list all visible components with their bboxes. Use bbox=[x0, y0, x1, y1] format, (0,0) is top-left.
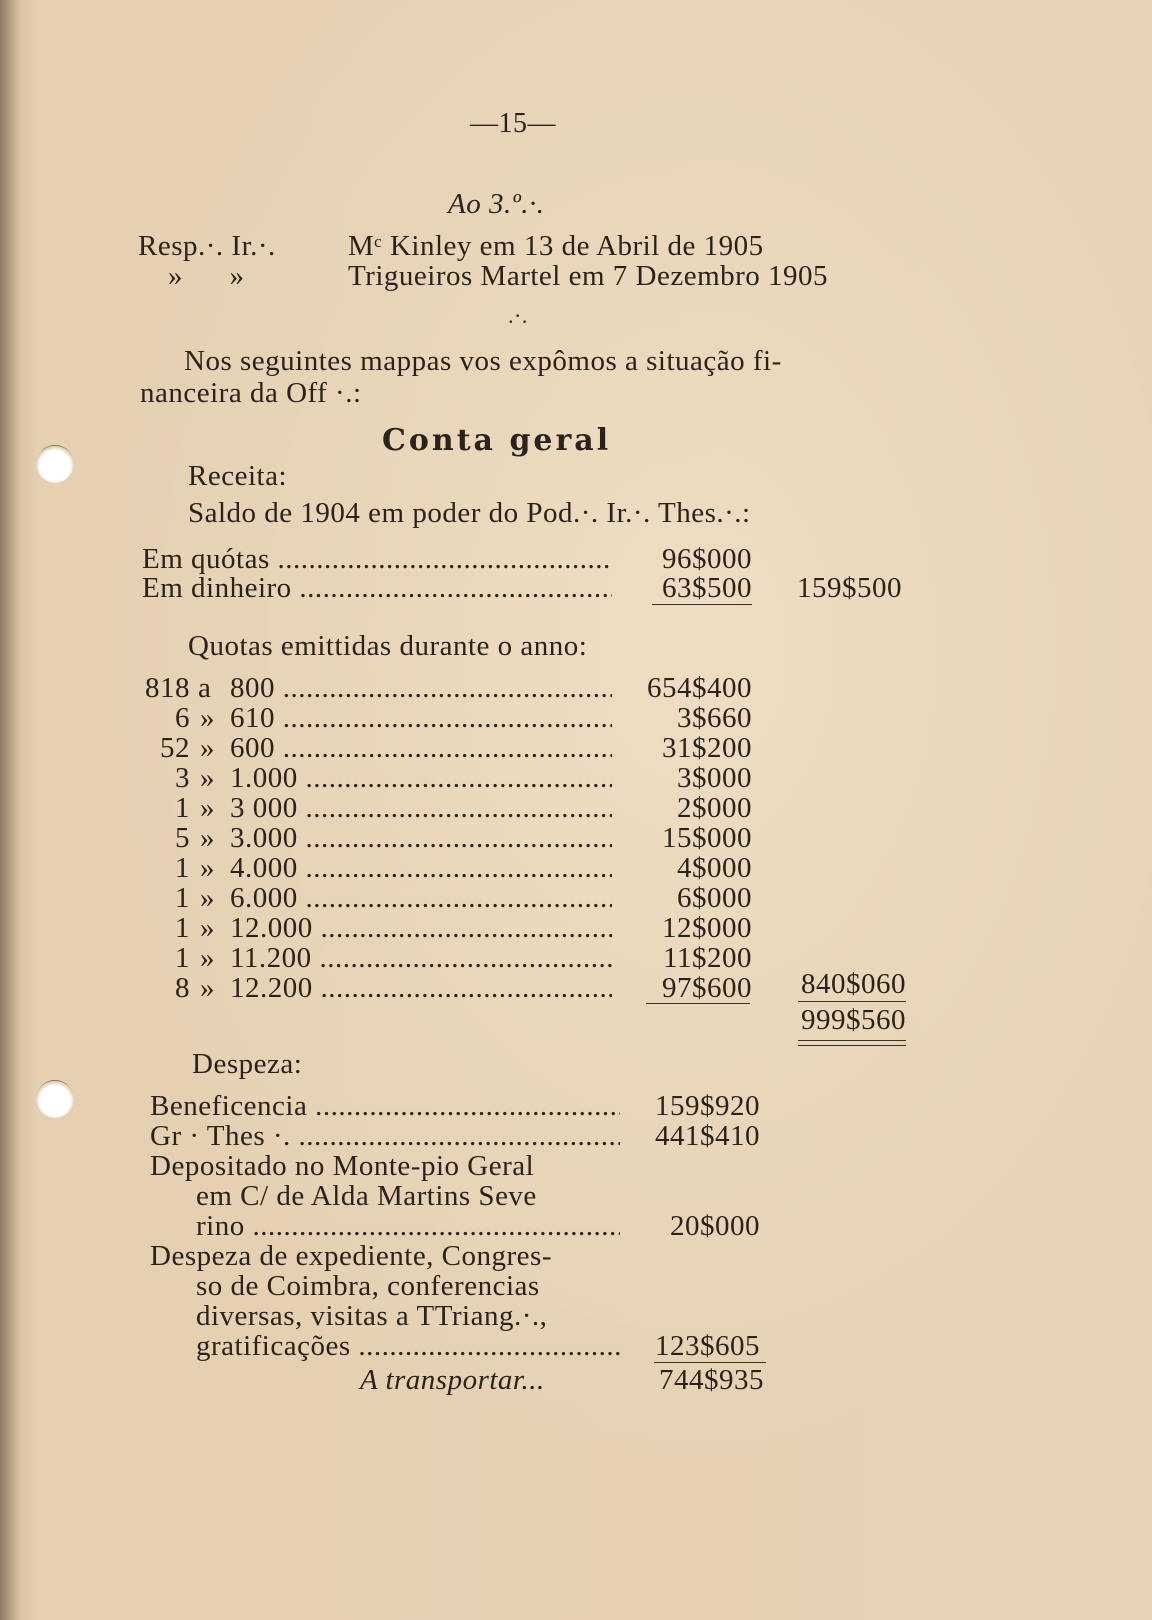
saldo-item-label: Em quótas ..... bbox=[142, 543, 612, 575]
quota-count: 1 bbox=[175, 882, 190, 914]
quota-sep: » bbox=[200, 912, 215, 944]
quota-unit: 3 000 ..... bbox=[230, 792, 612, 824]
quota-count: 8 bbox=[175, 972, 190, 1004]
quota-unit: 11.200 ..... bbox=[230, 942, 612, 974]
quota-unit: 1.000 ..... bbox=[230, 762, 612, 794]
total-rule bbox=[798, 1001, 906, 1002]
subtotal-rule bbox=[654, 1362, 766, 1363]
despeza-title: Despeza: bbox=[192, 1048, 303, 1080]
quota-count: 1 bbox=[175, 912, 190, 944]
quota-sep: » bbox=[200, 822, 215, 854]
quota-sep: » bbox=[200, 942, 215, 974]
intro-text: Nos seguintes mappas vos expômos a situação fi- bbox=[184, 345, 782, 377]
saldo-title: Saldo de 1904 em poder do Pod.·. Ir.·. Thes.·.: bbox=[188, 497, 751, 529]
expense-value: 441$410 bbox=[655, 1120, 760, 1152]
quota-value: 12$000 bbox=[662, 912, 752, 944]
quota-count: 52 bbox=[160, 732, 190, 764]
double-rule bbox=[798, 1040, 906, 1041]
quota-count: 1 bbox=[175, 852, 190, 884]
quota-sep: » bbox=[200, 792, 215, 824]
quota-value: 11$200 bbox=[663, 942, 752, 974]
quotas-title: Quotas emittidas durante o anno: bbox=[188, 630, 588, 662]
quota-unit: 800 ..... bbox=[230, 672, 612, 704]
expense-label: Despeza de expediente, Congres- bbox=[150, 1240, 553, 1272]
quota-count: 1 bbox=[175, 792, 190, 824]
quota-count: 3 bbox=[175, 762, 190, 794]
member-prefix: » » bbox=[168, 260, 245, 292]
subtotal-rule bbox=[652, 604, 752, 605]
separator-mark: .·. bbox=[508, 303, 528, 328]
transport-label: A transportar... bbox=[360, 1364, 545, 1396]
quota-count: 6 bbox=[175, 702, 190, 734]
quota-unit: 4.000 ..... bbox=[230, 852, 612, 884]
quota-value: 4$000 bbox=[677, 852, 752, 884]
expense-label: em C/ de Alda Martins Seve bbox=[196, 1180, 537, 1212]
page-number: —15— bbox=[470, 108, 556, 139]
intro-text: nanceira da Off ·.: bbox=[140, 377, 362, 409]
quota-sep: » bbox=[200, 852, 215, 884]
section-heading: Conta geral bbox=[382, 423, 612, 458]
expense-value: 159$920 bbox=[655, 1090, 760, 1122]
quota-count: 818 bbox=[145, 672, 190, 704]
quota-value: 3$000 bbox=[677, 762, 752, 794]
expense-label: so de Coimbra, conferencias bbox=[196, 1270, 540, 1302]
quota-sep: a bbox=[198, 672, 212, 704]
binding-edge bbox=[0, 0, 22, 1620]
quota-sep: » bbox=[200, 702, 215, 734]
grand-total: 999$560 bbox=[801, 1004, 906, 1036]
quota-unit: 6.000 ..... bbox=[230, 882, 612, 914]
expense-label: Gr · Thes ·. ..... bbox=[150, 1120, 620, 1152]
member-line: Trigueiros Martel em 7 Dezembro 1905 bbox=[348, 260, 829, 292]
quota-sep: » bbox=[200, 762, 215, 794]
double-rule bbox=[798, 1045, 906, 1046]
quota-sep: » bbox=[200, 972, 215, 1004]
quota-value: 6$000 bbox=[677, 882, 752, 914]
quota-unit: 610 ..... bbox=[230, 702, 612, 734]
quota-unit: 12.000 ..... bbox=[230, 912, 612, 944]
quota-value: 97$600 bbox=[662, 972, 752, 1004]
quota-unit: 12.200 ..... bbox=[230, 972, 612, 1004]
expense-label: Depositado no Monte-pio Geral bbox=[150, 1150, 535, 1182]
quota-count: 5 bbox=[175, 822, 190, 854]
subtotal-rule bbox=[646, 1003, 750, 1004]
expense-label: Beneficencia ..... bbox=[150, 1090, 620, 1122]
saldo-item-value: 96$000 bbox=[662, 543, 752, 575]
quota-value: 654$400 bbox=[647, 672, 752, 704]
quota-value: 31$200 bbox=[662, 732, 752, 764]
quota-count: 1 bbox=[175, 942, 190, 974]
quota-sep: » bbox=[200, 732, 215, 764]
transport-value: 744$935 bbox=[659, 1364, 764, 1396]
quotas-total: 840$060 bbox=[801, 968, 906, 1000]
receita-title: Receita: bbox=[188, 460, 288, 492]
saldo-total: 159$500 bbox=[797, 572, 902, 604]
member-prefix: Resp.·. Ir.·. bbox=[138, 230, 276, 262]
quota-value: 2$000 bbox=[677, 792, 752, 824]
punch-hole bbox=[36, 445, 74, 483]
expense-value: 123$605 bbox=[655, 1330, 760, 1362]
quota-value: 3$660 bbox=[677, 702, 752, 734]
member-line: Mᶜ Kinley em 13 de Abril de 1905 bbox=[348, 230, 764, 262]
quota-unit: 3.000 ..... bbox=[230, 822, 612, 854]
quota-unit: 600 ..... bbox=[230, 732, 612, 764]
dedication: Ao 3.º.·. bbox=[448, 188, 545, 220]
punch-hole bbox=[36, 1080, 74, 1118]
expense-value: 20$000 bbox=[670, 1210, 760, 1242]
expense-label: gratificações ..... bbox=[196, 1330, 620, 1362]
quota-sep: » bbox=[200, 882, 215, 914]
saldo-item-label: Em dinheiro ..... bbox=[142, 572, 612, 604]
expense-label: rino ..... bbox=[196, 1210, 620, 1242]
expense-label: diversas, visitas a TTriang.·., bbox=[196, 1300, 548, 1332]
saldo-item-value: 63$500 bbox=[662, 572, 752, 604]
quota-value: 15$000 bbox=[662, 822, 752, 854]
